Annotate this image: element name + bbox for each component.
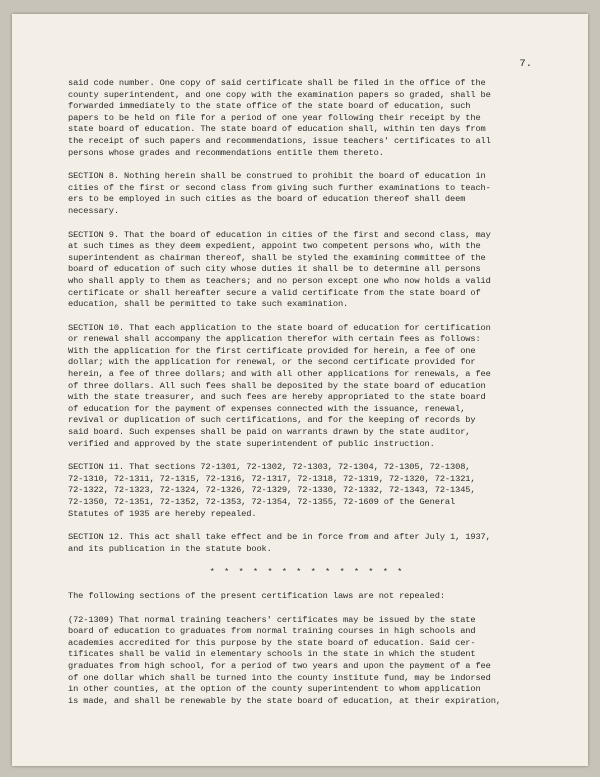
paragraph-72-1309: (72-1309) That normal training teachers' certificates may be issued by the state board of education to graduates from normal training courses in high schools and academies accredited for this purpose by the state board of education. Said cer- tificates shall be valid in elementary schools in the state in which the student graduates from high school, for a period of two years and upon the payment of a fee of one dollar which shall be turned into the county institute fund, may be indorsed in other counties, at the option of the county superintendent to whom application is made, and shall be renewable by the state board of education, at their expiration, — [68, 614, 501, 706]
not-repealed-heading: The following sections of the present certification laws are not repealed: — [68, 590, 445, 601]
paragraph-section-12: SECTION 12. This act shall take effect and be in force from and after July 1, 1937, and its publication in the statute book. — [68, 532, 491, 554]
paragraph-section-10: SECTION 10. That each application to the state board of education for certification or renewal shall accompany the application therefor with certain fees as follows: With the application for the first certificate provided for herein, a fee of one dollar; with the application for renewal, or the second certificate provided for herein, a fee of three dollars; and with all other applications for renewals, a fee of three dollars. All such fees shall be deposited by the state board of education with the state treasurer, and such fees are hereby appropriated to the state board of education for the payment of expenses connected with the issuance, renewal, revival or duplication of such certifications, and for the keeping of records by said board. Such expenses shall be paid on warrants drawn by the state auditor, verified and approved by the state superintendent of public instruction. — [68, 322, 491, 449]
paragraph-certificate-filing: said code number. One copy of said certificate shall be filed in the office of the county superintendent, and one copy with the examination papers so graded, shall be forwarded immediately to the state office of the state board of education, such papers to be held on file for a period of one year following their receipt by the state board of education. The state board of education shall, within ten days from the receipt of such papers and recommendations, issue teachers' certificates to all persons whose grades and recommendations entitle them thereto. — [68, 78, 491, 158]
document-body — [68, 78, 546, 719]
paragraph-section-11: SECTION 11. That sections 72-1301, 72-1302, 72-1303, 72-1304, 72-1305, 72-1308, 72-1310, 72-1311, 72-1315, 72-1316, 72-1317, 72-1318, 72-1319, 72-1320, 72-1321, 72-1322, 72-1323, 72-1324, 72-1326, 72-1329, 72-1330, 72-1332, 72-1343, 72-1345, 72-1350, 72-1351, 72-1352, 72-1353, 72-1354, 72-1355, 72-1609 of the General Statutes of 1935 are hereby repealed. — [68, 462, 476, 519]
document-page — [12, 14, 588, 766]
paragraph-section-9: SECTION 9. That the board of education in cities of the first and second class, may at such times as they deem expedient, appoint two competent persons who, with the superintendent as chairman thereof, shall be styled the examining committee of the board of education of such city whose duties it shall be to determine all persons who shall apply to them as teachers; and no person except one who now holds a valid certificate or shall hereafter secure a valid certificate from the state board of education, shall be permitted to take such examination. — [68, 229, 491, 310]
page-number: 7. — [519, 58, 532, 70]
paragraph-section-8: SECTION 8. Nothing herein shall be construed to prohibit the board of education in cities of the first or second class from giving such further examinations to teach- ers to be employed in such cities as the board of education thereof shall deem necessary. — [68, 171, 491, 216]
asterisk-separator: * * * * * * * * * * * * * * — [209, 567, 405, 578]
